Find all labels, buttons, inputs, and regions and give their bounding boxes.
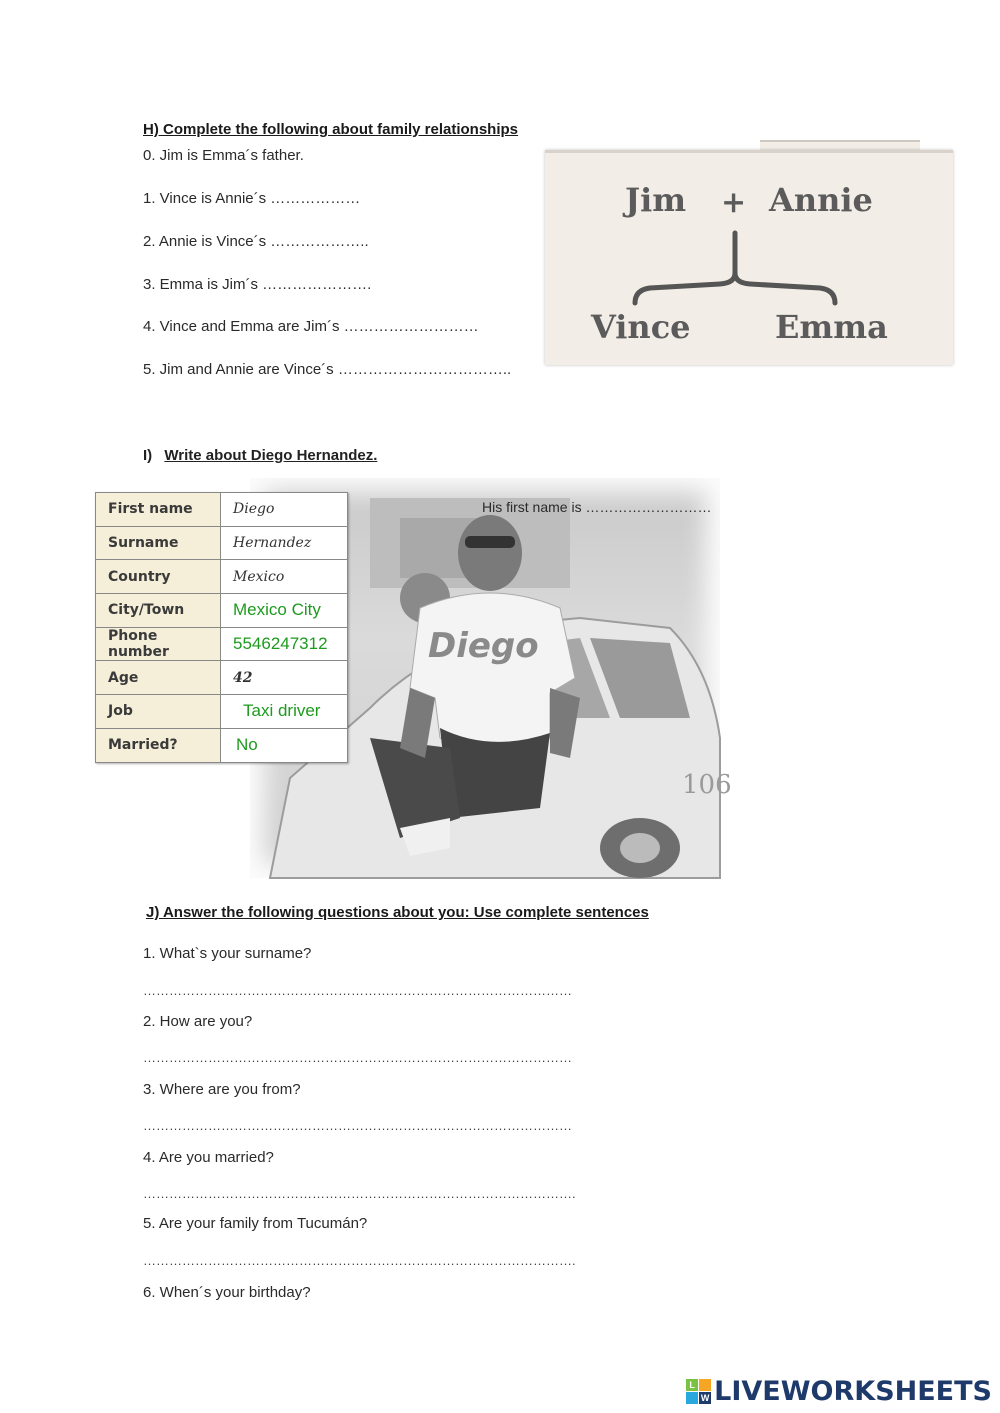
question-j5: 5. Are your family from Tucumán? <box>143 1215 368 1232</box>
table-row <box>96 627 348 661</box>
section-i-prefix: I) <box>143 447 153 464</box>
question-h4: 4. Vince and Emma are Jim´s ……………………… <box>143 318 479 335</box>
diego-info-table <box>95 492 348 763</box>
table-key: Surname <box>96 526 221 560</box>
question-j3: 3. Where are you from? <box>143 1081 301 1098</box>
shirt-text: Diego <box>428 626 539 666</box>
table-value: No <box>221 728 348 762</box>
question-h1: 1. Vince is Annie´s ……………… <box>143 190 361 207</box>
table-key: Job <box>96 695 221 729</box>
tree-vince: Vince <box>591 308 691 346</box>
question-h2: 2. Annie is Vince´s ……………….. <box>143 233 369 250</box>
logo-square <box>699 1379 711 1391</box>
table-row <box>96 728 348 762</box>
section-i-heading <box>143 447 377 464</box>
table-value: Mexico <box>221 560 348 594</box>
question-j2: 2. How are you? <box>143 1013 253 1030</box>
table-key: Age <box>96 661 221 695</box>
table-value: Hernandez <box>221 526 348 560</box>
car-number: 106 <box>682 770 732 800</box>
logo-letter-w: W <box>700 1393 710 1403</box>
liveworksheets-logo <box>686 1376 992 1407</box>
tree-jim: Jim <box>625 181 687 219</box>
table-value: Taxi driver <box>221 695 348 729</box>
question-j6: 6. When´s your birthday? <box>143 1284 311 1301</box>
table-row <box>96 493 348 527</box>
table-row <box>96 661 348 695</box>
answer-line-2[interactable]: ……………………………………………………………………………………… <box>143 1050 572 1065</box>
tree-plus: + <box>721 185 747 220</box>
logo-square <box>686 1392 698 1404</box>
table-key: First name <box>96 493 221 527</box>
section-i-title: Write about Diego Hernandez. <box>164 447 378 464</box>
table-key: City/Town <box>96 594 221 628</box>
table-value: 42 <box>221 661 348 695</box>
table-row <box>96 594 348 628</box>
logo-icon <box>686 1379 711 1404</box>
table-key: Married? <box>96 728 221 762</box>
table-key: Phone number <box>96 627 221 661</box>
answer-line-1[interactable]: ……………………………………………………………………………………… <box>143 983 572 998</box>
table-row <box>96 526 348 560</box>
answer-line-3[interactable]: ……………………………………………………………………………………… <box>143 1118 572 1133</box>
diego-prompt: His first name is ……………………… <box>482 499 712 515</box>
answer-line-4[interactable]: ………………………………………………………………………………………. <box>143 1186 576 1201</box>
question-h5: 5. Jim and Annie are Vince´s …………………………….. <box>143 361 512 378</box>
section-h-heading: H) Complete the following about family relationships <box>143 121 519 138</box>
family-tree-card <box>545 150 953 365</box>
table-value: Mexico City <box>221 594 348 628</box>
table-value: 5546247312 <box>221 627 348 661</box>
brand-name: LIVEWORKSHEETS <box>714 1376 992 1407</box>
question-j4: 4. Are you married? <box>143 1149 274 1166</box>
table-value: Diego <box>221 493 348 527</box>
answer-line-5[interactable]: ………………………………………………………………………………………. <box>143 1253 576 1268</box>
question-h3: 3. Emma is Jim´s …………………. <box>143 276 372 293</box>
tree-emma: Emma <box>775 308 888 346</box>
section-j-heading: J) Answer the following questions about you: Use complete sentences <box>146 904 649 921</box>
question-j1: 1. What`s your surname? <box>143 945 312 962</box>
example-sentence: 0. Jim is Emma´s father. <box>143 147 304 164</box>
tree-connector <box>625 228 845 308</box>
table-key: Country <box>96 560 221 594</box>
tree-annie: Annie <box>769 181 873 219</box>
table-row <box>96 695 348 729</box>
logo-letter-l: L <box>686 1379 698 1391</box>
table-row <box>96 560 348 594</box>
